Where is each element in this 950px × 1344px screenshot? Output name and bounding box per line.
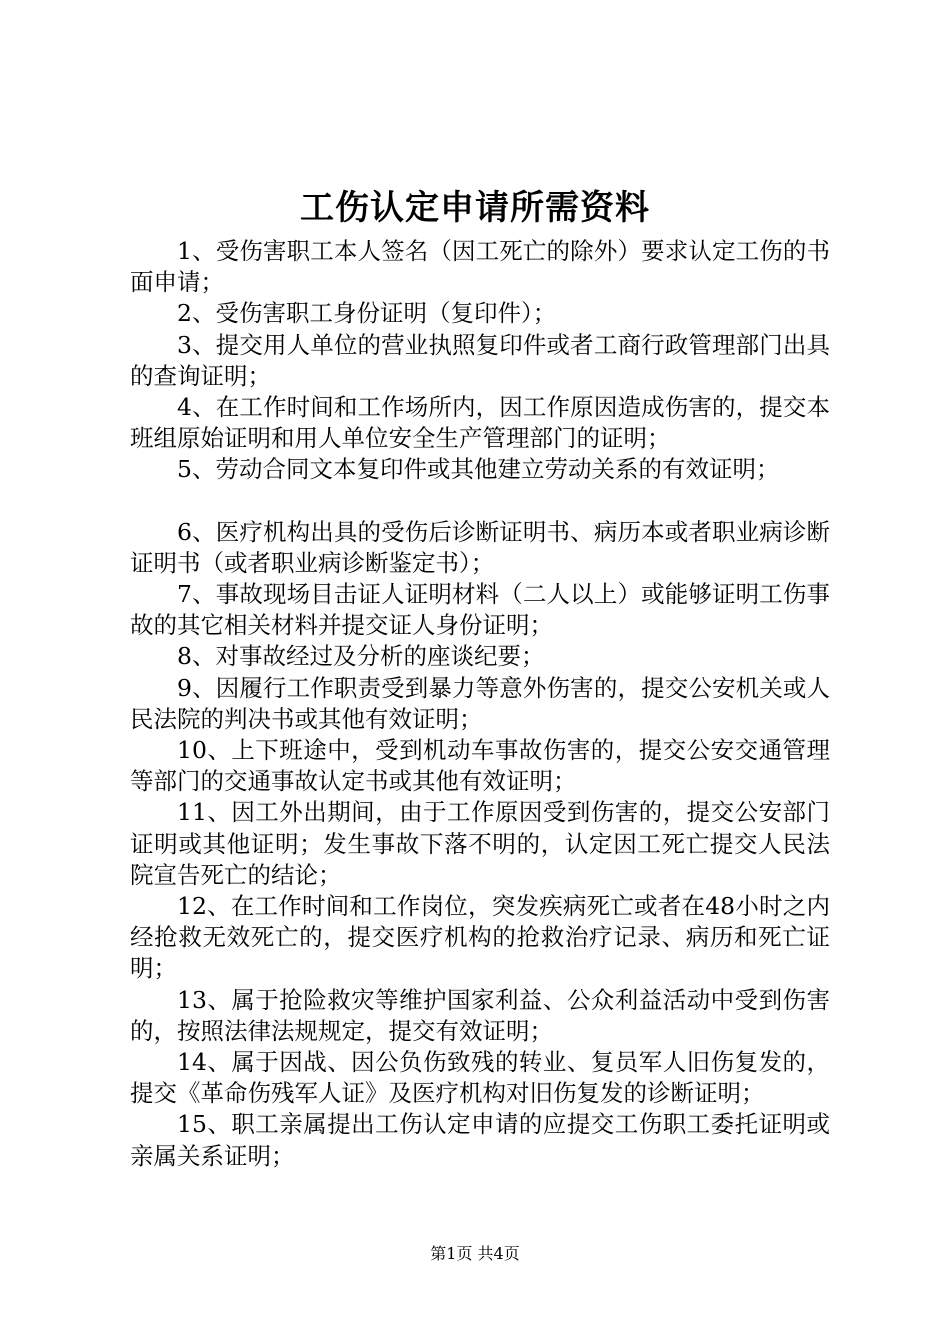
document-body: [130, 236, 830, 1172]
list-item: 3、提交用人单位的营业执照复印件或者工商行政管理部门出具的查询证明；: [130, 330, 830, 390]
list-item: 5、劳动合同文本复印件或其他建立劳动关系的有效证明；: [177, 455, 780, 484]
list-item: 1、受伤害职工本人签名（因工死亡的除外）要求认定工伤的书面申请；: [130, 237, 830, 297]
list-item: 2、受伤害职工身份证明（复印件）；: [177, 299, 557, 328]
list-item: 14、属于因战、因公负伤致残的转业、复员军人旧伤复发的，提交《革命伤残军人证》及医疗机构对旧伤复发的诊断证明；: [130, 1048, 830, 1108]
page-title: 工伤认定申请所需资料: [300, 188, 650, 228]
list-item: 12、在工作时间和工作岗位，突发疾病死亡或者在48小时之内经抢救无效死亡的，提交医疗机构的抢救治疗记录、病历和死亡证明；: [130, 892, 830, 983]
page-footer: 第1页 共4页: [430, 1244, 520, 1263]
list-item: 9、因履行工作职责受到暴力等意外伤害的，提交公安机关或人民法院的判决书或其他有效证明；: [130, 673, 830, 733]
list-item: 11、因工外出期间，由于工作原因受到伤害的，提交公安部门证明或其他证明；发生事故下落不明的，认定因工死亡提交人民法院宣告死亡的结论；: [130, 798, 830, 889]
list-item: 4、在工作时间和工作场所内，因工作原因造成伤害的，提交本班组原始证明和用人单位安全生产管理部门的证明；: [130, 393, 830, 453]
list-item: 8、对事故经过及分析的座谈纪要；: [177, 642, 545, 671]
list-item: 15、职工亲属提出工伤认定申请的应提交工伤职工委托证明或亲属关系证明；: [130, 1110, 830, 1170]
list-item: 7、事故现场目击证人证明材料（二人以上）或能够证明工伤事故的其它相关材料并提交证人身份证明；: [130, 580, 830, 640]
list-item: 13、属于抢险救灾等维护国家利益、公众利益活动中受到伤害的，按照法律法规规定，提交有效证明；: [130, 985, 830, 1045]
list-item: 10、上下班途中，受到机动车事故伤害的，提交公安交通管理等部门的交通事故认定书或其他有效证明；: [130, 736, 830, 796]
list-item: 6、医疗机构出具的受伤后诊断证明书、病历本或者职业病诊断证明书（或者职业病诊断鉴定书）；: [130, 517, 830, 577]
